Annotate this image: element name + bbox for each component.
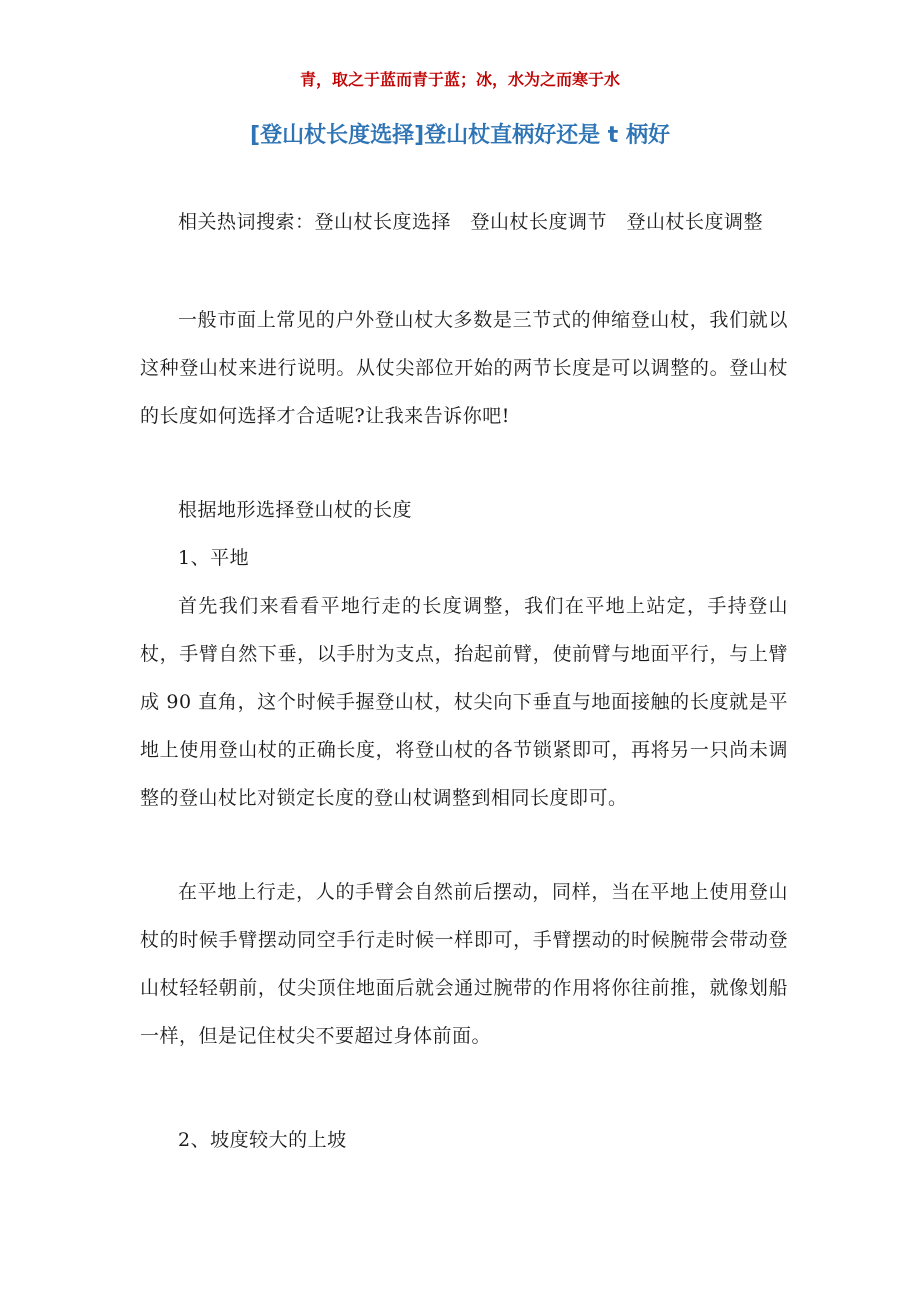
section-heading: 根据地形选择登山杖的长度 [178, 499, 413, 521]
header-quote: 青，取之于蓝而青于蓝；冰，水为之而寒于水 [299, 70, 620, 89]
walking-paragraph: 在平地上行走，人的手臂会自然前后摆动，同样，当在平地上使用登山杖的时候手臂摆动同空手行走时候一样即可，手臂摆动的时候腕带会带动登山杖轻轻朝前，仗尖顶住地面后就会通过腕带的作用将你往前推，就像划船一样，但是记住杖尖不要超过身体前面。 [140, 881, 788, 1047]
subheading-steep-uphill: 2、坡度较大的上坡 [178, 1129, 347, 1151]
intro-block [140, 296, 788, 440]
intro-paragraph: 一般市面上常见的户外登山杖大多数是三节式的伸缩登山杖，我们就以这种登山杖来进行说明。从仗尖部位开始的两节长度是可以调整的。登山杖的长度如何选择才合适呢?让我来告诉你吧! [140, 309, 788, 427]
keywords-block [140, 198, 788, 246]
flat-ground-paragraph: 首先我们来看看平地行走的长度调整，我们在平地上站定，手持登山杖，手臂自然下垂，以手肘为支点，抬起前臂，使前臂与地面平行，与上臂成 90 直角，这个时候手握登山杖，杖尖向下垂直与地面接触的长度就是平地上使用登山杖的正确长度，将登山杖的各节锁紧即可，再将另一只尚未调整的登山杖比对锁定长度的登山杖调整到相同长度即可。 [140, 595, 788, 809]
flat-ground-paragraph-block [140, 582, 788, 822]
subheading-flat-ground: 1、平地 [178, 547, 250, 569]
section-heading-block [140, 486, 788, 534]
subheading-1-block [140, 534, 788, 582]
walking-paragraph-block [140, 868, 788, 1060]
subheading-2-block [140, 1116, 788, 1164]
keywords-line: 相关热词搜索：登山杖长度选择 登山杖长度调节 登山杖长度调整 [178, 211, 764, 233]
document-title: [登山杖长度选择]登山杖直柄好还是 t 柄好 [250, 123, 670, 148]
